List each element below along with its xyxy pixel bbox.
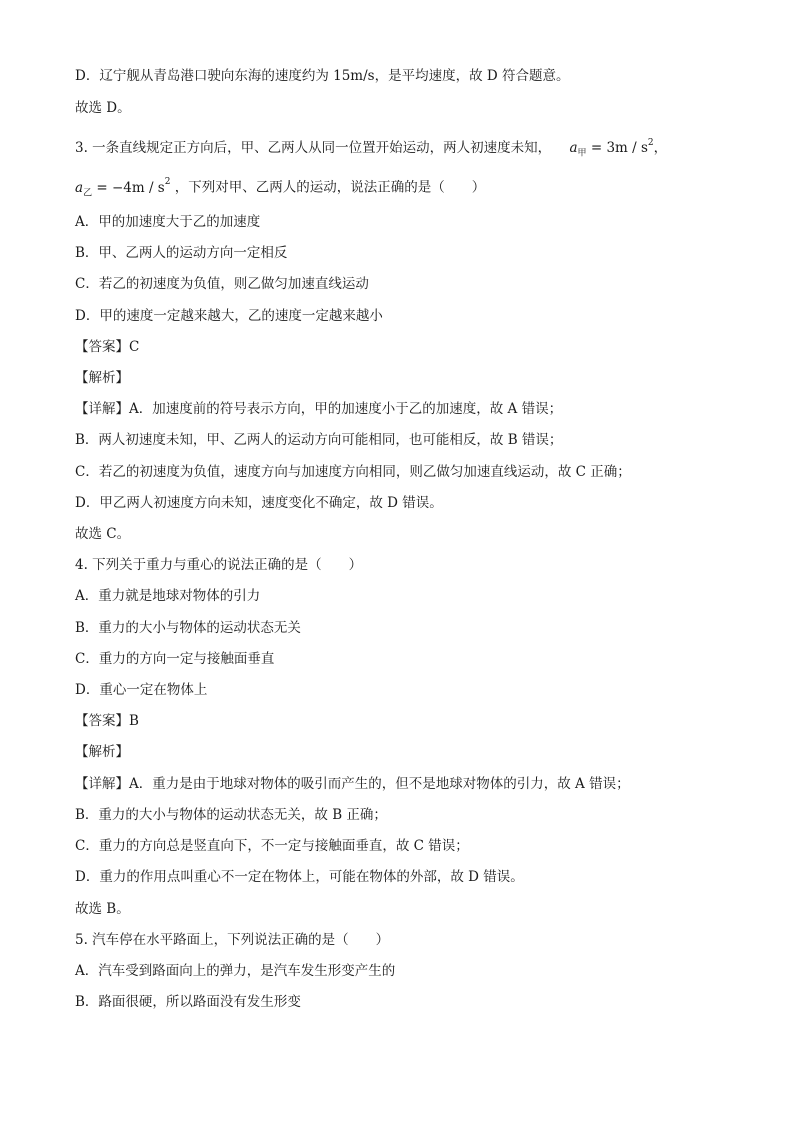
q3-detail-c: C．若乙的初速度为负值，速度方向与加速度方向相同，则乙做匀加速直线运动，故 C 正确； [75, 464, 631, 480]
a-yi-subscript: 乙 [83, 188, 93, 199]
q3-option-b: B．甲、乙两人的运动方向一定相反 [75, 245, 288, 261]
question-5-stem: 5. 汽车停在水平路面上，下列说法正确的是（ ） [75, 932, 390, 948]
q4-detail-d: D．重力的作用点叫重心不一定在物体上，可能在物体的外部，故 D 错误。 [75, 869, 524, 885]
question-3-stem [75, 136, 725, 159]
q4-option-b: B．重力的大小与物体的运动状态无关 [75, 620, 301, 636]
q5-option-b: B．路面很硬，所以路面没有发生形变 [75, 994, 301, 1010]
a-yi-formula [75, 177, 175, 199]
a-jia-exponent: 2 [647, 137, 654, 148]
q4-analysis-heading: 【解析】 [75, 744, 129, 760]
q3-option-c: C．若乙的初速度为负值，则乙做匀加速直线运动 [75, 276, 369, 292]
q4-option-c: C．重力的方向一定与接触面垂直 [75, 651, 275, 667]
a-jia-formula: $a_甲 = 3m / s^2$， [569, 137, 668, 159]
answer-choice-line: 故选 D。 [75, 100, 131, 116]
q4-detail-b: B．重力的大小与物体的运动状态无关，故 B 正确； [75, 807, 387, 823]
question-3-intro: 3. 一条直线规定正方向后，甲、乙两人从同一位置开始运动，两人初速度未知， [75, 140, 552, 156]
q4-choice: 故选 B。 [75, 901, 130, 917]
q4-option-d: D．重心一定在物体上 [75, 682, 208, 698]
q4-detail-a: 【详解】A．重力是由于地球对物体的吸引而产生的，但不是地球对物体的引力，故 A 错误； [75, 776, 630, 792]
a-jia-value: = 3m / s [590, 140, 648, 156]
q3-detail-a: 【详解】A．加速度前的符号表示方向，甲的加速度小于乙的加速度，故 A 错误； [75, 401, 563, 417]
q4-answer: 【答案】B [75, 713, 139, 729]
q5-option-a: A．汽车受到路面向上的弹力，是汽车发生形变产生的 [75, 963, 396, 979]
a-yi-symbol: a [75, 179, 84, 196]
question-4-stem: 4. 下列关于重力与重心的说法正确的是（ ） [75, 557, 363, 573]
q3-choice: 故选 C。 [75, 526, 131, 542]
q3-detail-d: D．甲乙两人初速度方向未知，速度变化不确定，故 D 错误。 [75, 495, 443, 511]
a-jia-subscript: 甲 [577, 148, 587, 159]
q4-option-a: A．重力就是地球对物体的引力 [75, 588, 261, 604]
q3-option-a: A．甲的加速度大于乙的加速度 [75, 214, 261, 230]
q3-analysis-heading: 【解析】 [75, 370, 129, 386]
q4-detail-c: C．重力的方向总是竖直向下，不一定与接触面垂直，故 C 错误； [75, 838, 469, 854]
q3-option-d: D．甲的速度一定越来越大，乙的速度一定越来越小 [75, 308, 383, 324]
q3-answer: 【答案】C [75, 339, 140, 355]
option-d-line: D．辽宁舰从青岛港口驶向东海的速度约为 15m/s，是平均速度，故 D 符合题意。 [75, 68, 570, 84]
question-3-stem-line2 [75, 174, 485, 203]
a-yi-value: = −4m / s [96, 179, 165, 196]
question-3-tail: ，下列对甲、乙两人的运动，说法正确的是（ ） [174, 179, 486, 196]
a-jia-symbol: a [569, 140, 578, 156]
a-yi-exponent: 2 [164, 177, 171, 187]
q3-detail-b: B．两人初速度未知，甲、乙两人的运动方向可能相同，也可能相反，故 B 错误； [75, 432, 563, 448]
